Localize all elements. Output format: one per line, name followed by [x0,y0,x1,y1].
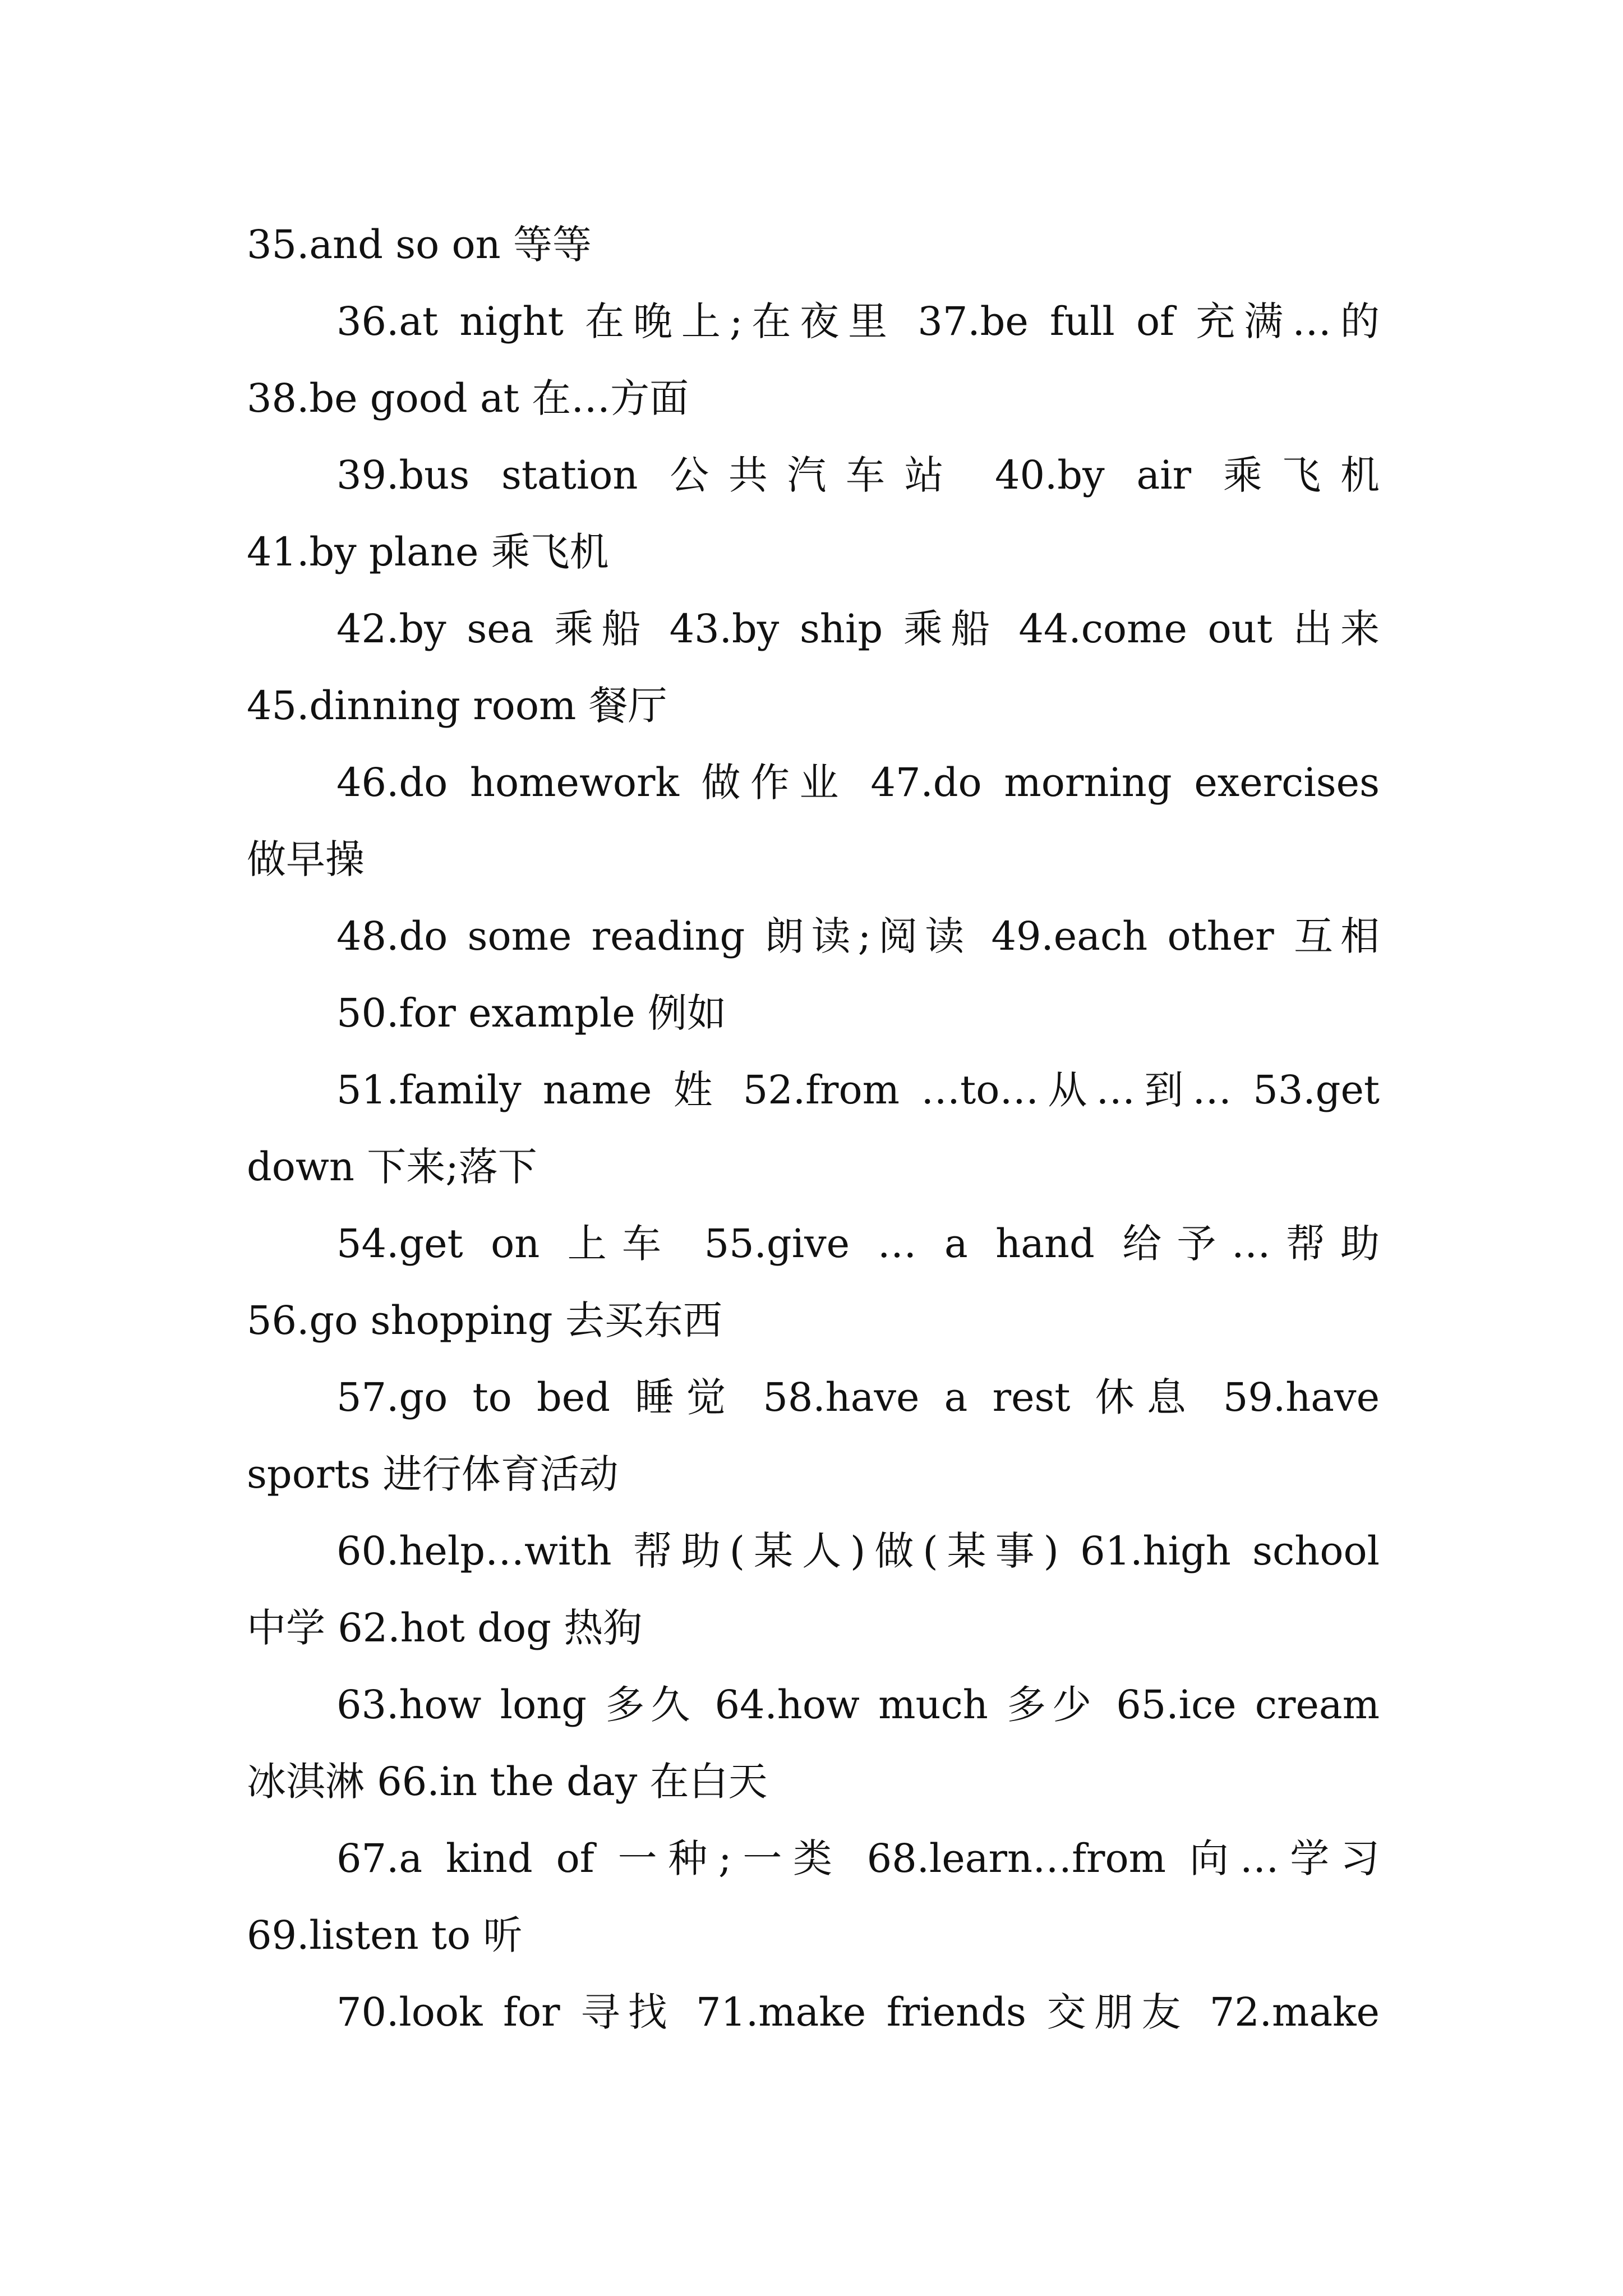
text-line: 做早操 [247,836,365,882]
text-line: down 下来;落下 [247,1144,537,1190]
text-line: 38.be good at 在…方面 [247,375,689,421]
text-line: 69.listen to 听 [247,1912,523,1958]
vocabulary-list [247,206,1380,2051]
text-line: 50.for example 例如 [336,990,726,1036]
text-line: 56.go shopping 去买东西 [247,1297,722,1343]
text-line: 39.bus station 公共汽车站 40.by air 乘飞机 [336,452,1380,498]
text-line: 67.a kind of 一种;一类 68.learn…from 向…学习 [336,1835,1380,1881]
text-line: 54.get on 上车 55.give … a hand 给予…帮助 [336,1221,1380,1267]
text-line: 冰淇淋 66.in the day 在白天 [247,1759,768,1805]
text-line: 60.help…with 帮助(某人)做(某事) 61.high school [336,1528,1380,1574]
text-line: 42.by sea 乘船 43.by ship 乘船 44.come out 出来 [336,606,1380,652]
text-line: 35.and so on 等等 [247,222,592,268]
text-line: sports 进行体育活动 [247,1451,619,1497]
text-line: 46.do homework 做作业 47.do morning exercises [336,760,1380,806]
text-line: 51.family name 姓 52.from …to…从…到… 53.get [336,1067,1380,1113]
text-line: 41.by plane 乘飞机 [247,529,609,575]
text-line: 中学 62.hot dog 热狗 [247,1605,643,1651]
text-line: 70.look for 寻找 71.make friends 交朋友 72.make [336,1989,1380,2035]
text-line: 48.do some reading 朗读;阅读 49.each other 互相 [336,913,1380,959]
text-line: 63.how long 多久 64.how much 多少 65.ice cream [336,1682,1380,1728]
text-line: 36.at night 在晚上;在夜里 37.be full of 充满…的 [336,298,1380,344]
text-line: 45.dinning room 餐厅 [247,683,667,729]
text-line: 57.go to bed 睡觉 58.have a rest 休息 59.have [336,1374,1380,1420]
